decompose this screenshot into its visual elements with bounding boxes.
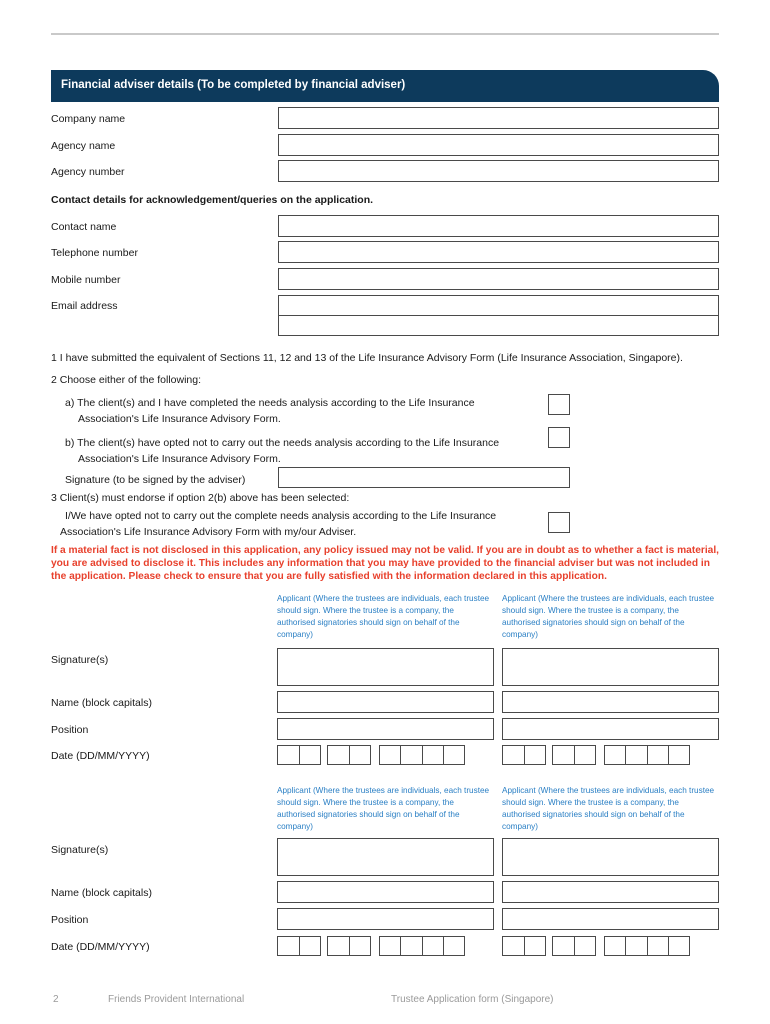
top-rule [51,33,719,35]
declaration-item-3: 3 Client(s) must endorse if option 2(b) above has been selected: [51,492,350,504]
date-month-1b[interactable] [552,745,596,765]
contact-heading: Contact details for acknowledgement/queries on the application. [51,194,374,206]
agency-number-label: Agency number [51,166,125,178]
adviser-signature-label: Signature (to be signed by the adviser) [65,474,246,486]
applicant-note-1b: Applicant (Where the trustees are individuals, each trustee should sign. Where the trustee is a company, the authorised signatories should sign on behalf of the company) [502,594,715,639]
date-month-2b[interactable] [552,936,596,956]
signature-label-1: Signature(s) [51,654,109,666]
date-year-2b[interactable] [604,936,690,956]
date-month-1a[interactable] [327,745,371,765]
signature-label-2: Signature(s) [51,844,109,856]
name-input-2a[interactable] [277,881,494,903]
email-input-line1[interactable] [278,295,719,316]
applicant-note-1a: Applicant (Where the trustees are individuals, each trustee should sign. Where the trustee is a company, the authorised signatories should sign on behalf of the company) [277,594,490,639]
mobile-label: Mobile number [51,274,121,286]
adviser-signature-input[interactable] [278,467,570,488]
mobile-input[interactable] [278,268,719,290]
agency-name-label: Agency name [51,140,116,152]
signature-input-2a[interactable] [277,838,494,876]
name-label-1: Name (block capitals) [51,697,152,709]
name-label-2: Name (block capitals) [51,887,152,899]
email-label: Email address [51,300,118,312]
option-b-text-2: Association's Life Insurance Advisory Form. [78,453,281,465]
footer-form-name: Trustee Application form (Singapore) [391,994,554,1005]
date-year-2a[interactable] [379,936,465,956]
position-input-1a[interactable] [277,718,494,740]
date-day-2a[interactable] [277,936,321,956]
date-month-2a[interactable] [327,936,371,956]
date-day-2b[interactable] [502,936,546,956]
declaration-item-1: 1 I have submitted the equivalent of Sections 11, 12 and 13 of the Life Insurance Advisory Form (Life Insurance Association, Singapore). [51,352,683,364]
contact-name-label: Contact name [51,221,117,233]
email-input-line2[interactable] [278,315,719,336]
contact-name-input[interactable] [278,215,719,237]
signature-input-1b[interactable] [502,648,719,686]
footer-company: Friends Provident International [108,994,245,1005]
signature-input-2b[interactable] [502,838,719,876]
date-day-1b[interactable] [502,745,546,765]
date-label-2: Date (DD/MM/YYYY) [51,941,150,953]
applicant-note-2a: Applicant (Where the trustees are individuals, each trustee should sign. Where the trustee is a company, the authorised signatories should sign on behalf of the company) [277,786,490,831]
material-fact-warning: If a material fact is not disclosed in this application, any policy issued may not be valid. If you are in doubt as to whether a fact is material, you are advised to disclose it. This includes any information that you may have provided to the financial adviser but was not included in the application. Please check to ensure that you are fully satisfied with the information declared in this application. [51,545,720,582]
position-input-1b[interactable] [502,718,719,740]
telephone-input[interactable] [278,241,719,263]
name-input-1a[interactable] [277,691,494,713]
agency-number-input[interactable] [278,160,719,182]
agency-name-input[interactable] [278,134,719,156]
position-input-2a[interactable] [277,908,494,930]
signature-input-1a[interactable] [277,648,494,686]
company-name-input[interactable] [278,107,719,129]
item-3-checkbox[interactable] [548,512,570,533]
option-b-text: b) The client(s) have opted not to carry out the needs analysis according to the Life Insurance [65,437,500,449]
option-b-checkbox[interactable] [548,427,570,448]
declaration-item-2: 2 Choose either of the following: [51,374,202,386]
item-3-text: I/We have opted not to carry out the complete needs analysis according to the Life Insurance [65,510,497,522]
position-input-2b[interactable] [502,908,719,930]
telephone-label: Telephone number [51,247,138,259]
option-a-text: a) The client(s) and I have completed the needs analysis according to the Life Insurance [65,397,475,409]
name-input-2b[interactable] [502,881,719,903]
option-a-text-2: Association's Life Insurance Advisory Form. [78,413,281,425]
date-year-1a[interactable] [379,745,465,765]
date-label-1: Date (DD/MM/YYYY) [51,750,150,762]
section-header: Financial adviser details (To be completed by financial adviser) [51,70,719,102]
page-number: 2 [53,994,59,1005]
applicant-note-2b: Applicant (Where the trustees are individuals, each trustee should sign. Where the trustee is a company, the authorised signatories should sign on behalf of the company) [502,786,715,831]
item-3-text-2: Association's Life Insurance Advisory Form with my/our Adviser. [60,526,357,538]
date-year-1b[interactable] [604,745,690,765]
position-label-1: Position [51,724,89,736]
date-day-1a[interactable] [277,745,321,765]
name-input-1b[interactable] [502,691,719,713]
option-a-checkbox[interactable] [548,394,570,415]
company-name-label: Company name [51,113,126,125]
position-label-2: Position [51,914,89,926]
